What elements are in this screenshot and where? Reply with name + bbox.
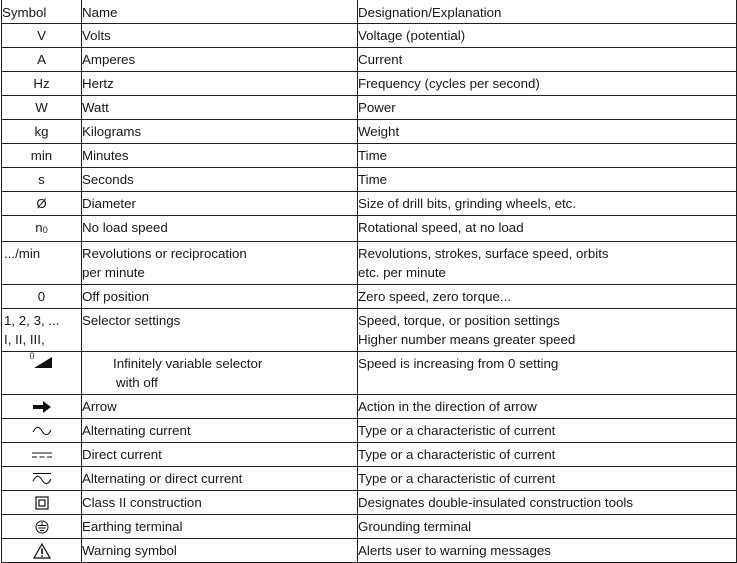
table-row [2, 309, 737, 352]
header-designation: Designation/Explanation [358, 0, 737, 24]
designation-cell: Weight [358, 120, 737, 144]
table-row [2, 419, 737, 443]
designation-line: Revolutions, strokes, surface speed, orbits [358, 246, 609, 261]
name-cell: Alternating current [82, 419, 358, 443]
symbol-cell [2, 443, 82, 467]
table-row [2, 515, 737, 539]
name-cell: Minutes [82, 144, 358, 168]
designation-cell: Time [358, 168, 737, 192]
name-cell: Hertz [82, 72, 358, 96]
wedge-zero-label: 0 [29, 351, 35, 361]
symbol-cell: Hz [2, 72, 82, 96]
name-cell [82, 352, 358, 395]
designation-cell: Designates double-insulated construction tools [358, 491, 737, 515]
name-cell: Kilograms [82, 120, 358, 144]
designation-line: etc. per minute [358, 265, 446, 280]
symbol-cell: 0 [2, 285, 82, 309]
designation-cell [358, 242, 737, 285]
symbol-line: 1, 2, 3, ... [4, 313, 60, 328]
symbol-cell [2, 395, 82, 419]
table-row [2, 192, 737, 216]
name-cell: Class II construction [82, 491, 358, 515]
name-cell: Off position [82, 285, 358, 309]
symbol-cell: A [2, 48, 82, 72]
variable-selector-wedge-icon [29, 351, 54, 370]
designation-cell: Type or a characteristic of current [358, 467, 737, 491]
designation-cell: Action in the direction of arrow [358, 395, 737, 419]
designation-cell: Voltage (potential) [358, 24, 737, 48]
table-row [2, 168, 737, 192]
symbol-cell: Ø [2, 192, 82, 216]
table-row [2, 242, 737, 285]
table-row [2, 491, 737, 515]
symbol-cell: kg [2, 120, 82, 144]
name-cell: Earthing terminal [82, 515, 358, 539]
name-line: per minute [82, 265, 145, 280]
symbol-cell [2, 491, 82, 515]
table-row [2, 395, 737, 419]
designation-line: Speed, torque, or position settings [358, 313, 560, 328]
designation-cell [358, 309, 737, 352]
symbol-line: I, II, III, [4, 332, 45, 347]
symbol-cell [2, 216, 82, 242]
table-row [2, 24, 737, 48]
designation-cell: Alerts user to warning messages [358, 539, 737, 563]
class-ii-double-square-icon [35, 496, 49, 510]
designation-cell: Speed is increasing from 0 setting [358, 352, 737, 395]
symbol-text: n [35, 220, 43, 235]
header-symbol: Symbol [2, 0, 82, 24]
table-row [2, 96, 737, 120]
name-cell: Selector settings [82, 309, 358, 352]
symbol-cell [2, 467, 82, 491]
ac-dc-current-icon [32, 472, 52, 486]
designation-cell: Type or a characteristic of current [358, 443, 737, 467]
symbol-subscript: 0 [42, 225, 48, 235]
symbol-cell: s [2, 168, 82, 192]
name-cell: Alternating or direct current [82, 467, 358, 491]
symbol-cell [2, 352, 82, 395]
name-cell [82, 242, 358, 285]
name-cell: Direct current [82, 443, 358, 467]
symbol-cell [2, 539, 82, 563]
table-row [2, 120, 737, 144]
table-row [2, 467, 737, 491]
symbol-cell: V [2, 24, 82, 48]
symbol-cell: min [2, 144, 82, 168]
table-row [2, 285, 737, 309]
symbol-cell [2, 309, 82, 352]
name-line: Revolutions or reciprocation [82, 246, 247, 261]
designation-cell: Power [358, 96, 737, 120]
alternating-current-icon [32, 425, 52, 437]
table-row [2, 48, 737, 72]
name-cell: Watt [82, 96, 358, 120]
designation-cell: Frequency (cycles per second) [358, 72, 737, 96]
name-cell: No load speed [82, 216, 358, 242]
designation-cell: Size of drill bits, grinding wheels, etc. [358, 192, 737, 216]
symbol-cell [2, 419, 82, 443]
name-cell: Diameter [82, 192, 358, 216]
table-row [2, 72, 737, 96]
earthing-terminal-icon [35, 520, 49, 534]
designation-line: Higher number means greater speed [358, 332, 576, 347]
warning-triangle-icon [33, 543, 51, 559]
designation-cell: Time [358, 144, 737, 168]
symbol-cell [2, 515, 82, 539]
name-cell: Seconds [82, 168, 358, 192]
designation-cell: Rotational speed, at no load [358, 216, 737, 242]
designation-cell: Type or a characteristic of current [358, 419, 737, 443]
table-row [2, 443, 737, 467]
table-row [2, 352, 737, 395]
table-row [2, 539, 737, 563]
designation-cell: Zero speed, zero torque... [358, 285, 737, 309]
name-cell: Warning symbol [82, 539, 358, 563]
designation-cell: Current [358, 48, 737, 72]
name-line: with off [116, 375, 158, 390]
name-cell: Volts [82, 24, 358, 48]
symbols-table [1, 0, 737, 563]
table-row [2, 144, 737, 168]
symbol-cell: .../min [2, 242, 82, 285]
name-cell: Amperes [82, 48, 358, 72]
name-cell: Arrow [82, 395, 358, 419]
direct-current-icon [31, 450, 53, 460]
header-name: Name [82, 0, 358, 24]
arrow-right-icon [32, 400, 52, 414]
name-line: Infinitely variable selector [113, 356, 263, 371]
table-header-row [2, 0, 737, 24]
table-row [2, 216, 737, 242]
symbol-cell: W [2, 96, 82, 120]
designation-cell: Grounding terminal [358, 515, 737, 539]
